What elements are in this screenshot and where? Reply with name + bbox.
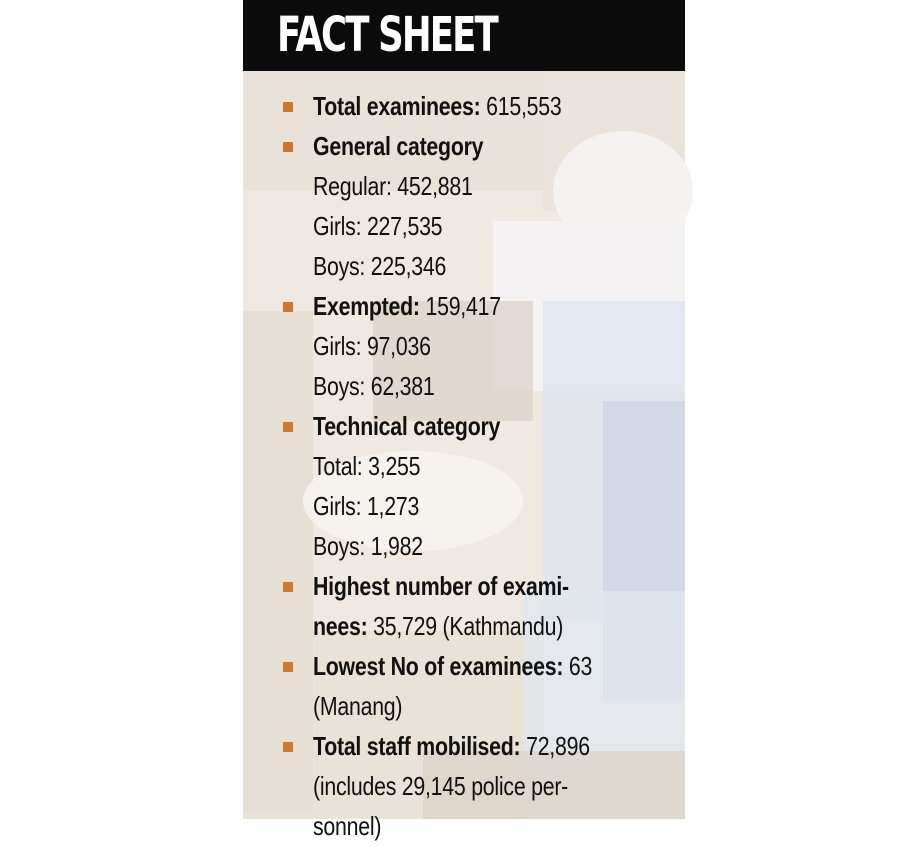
lowest-place <box>243 686 685 726</box>
general-girls <box>243 206 685 246</box>
general-regular-text: Regular: 452,881 <box>313 171 473 201</box>
fact-sheet-title: FACT SHEET <box>277 7 497 63</box>
exempted-boys-text: Boys: 62,381 <box>313 371 435 401</box>
technical-girls-text: Girls: 1,273 <box>313 491 420 521</box>
technical-girls <box>243 486 685 526</box>
technical-total-text: Total: 3,255 <box>313 451 421 481</box>
bullet-icon <box>283 302 293 312</box>
list-item-highest-examinees <box>243 566 685 606</box>
highest-label-line1: Highest number of exami- <box>313 571 569 601</box>
highest-label-line2: nees: <box>313 611 368 641</box>
general-girls-text: Girls: 227,535 <box>313 211 443 241</box>
bullet-icon <box>283 742 293 752</box>
general-boys <box>243 246 685 286</box>
technical-boys-text: Boys: 1,982 <box>313 531 423 561</box>
general-regular <box>243 166 685 206</box>
list-item-exempted <box>243 286 685 326</box>
list-item-lowest-examinees <box>243 646 685 686</box>
staff-note-line1 <box>243 766 685 806</box>
bullet-icon <box>283 662 293 672</box>
lowest-value: 63 <box>563 651 593 681</box>
staff-value: 72,896 <box>520 731 590 761</box>
lowest-label: Lowest No of examinees: <box>313 651 564 681</box>
staff-note-line1-text: (includes 29,145 police per- <box>313 771 569 801</box>
bullet-icon <box>283 582 293 592</box>
bullet-icon <box>283 142 293 152</box>
list-item-total-examinees <box>243 86 685 126</box>
lowest-place-text: (Manang) <box>313 691 403 721</box>
exempted-girls-text: Girls: 97,036 <box>313 331 431 361</box>
staff-label: Total staff mobilised: <box>313 731 521 761</box>
technical-total <box>243 446 685 486</box>
fact-list <box>243 86 685 846</box>
fact-sheet-panel <box>243 0 685 841</box>
general-boys-text: Boys: 225,346 <box>313 251 447 281</box>
exempted-value: 159,417 <box>419 291 501 321</box>
list-item-technical-category <box>243 406 685 446</box>
list-item-general-category <box>243 126 685 166</box>
exempted-boys <box>243 366 685 406</box>
staff-note-line2 <box>243 806 685 846</box>
bullet-icon <box>283 422 293 432</box>
header-bar <box>243 0 685 71</box>
total-examinees-value: 615,553 <box>480 91 562 121</box>
technical-boys <box>243 526 685 566</box>
general-category-label: General category <box>313 131 484 161</box>
list-item-total-staff <box>243 726 685 766</box>
exempted-label: Exempted: <box>313 291 420 321</box>
technical-category-label: Technical category <box>313 411 501 441</box>
total-examinees-label: Total examinees: <box>313 91 481 121</box>
highest-continued <box>243 606 685 646</box>
bullet-icon <box>283 102 293 112</box>
exempted-girls <box>243 326 685 366</box>
highest-value: 35,729 (Kathmandu) <box>367 611 564 641</box>
staff-note-line2-text: sonnel) <box>313 811 382 841</box>
